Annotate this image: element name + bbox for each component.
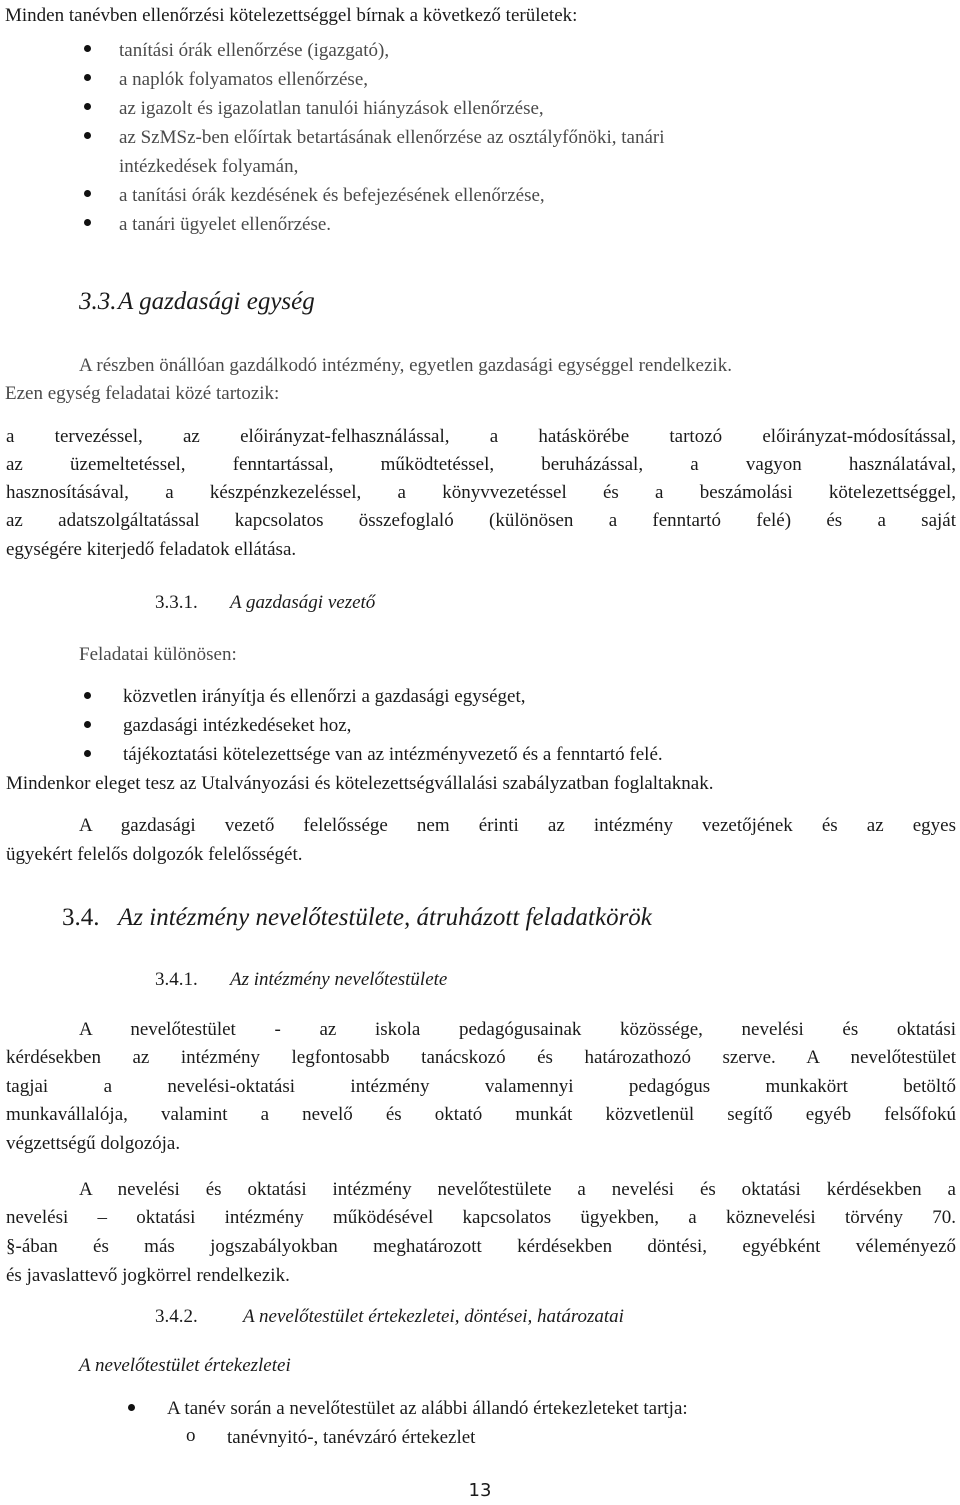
section-3-3-p3-line: a tervezéssel, az előirányzat-felhasználással, a hatáskörébe tartozó előirányzat-módosítással,	[6, 426, 956, 447]
section-3-3-1-resp-last: ügyekért felelős dolgozók felelősségét.	[6, 844, 303, 865]
bullet-icon	[84, 750, 91, 757]
section-3-3-p2: Ezen egység feladatai közé tartozik:	[5, 383, 280, 404]
section-3-4-1-p2-line: nevelési – oktatási intézmény működésével kapcsolatos ügyekben, a köznevelési törvény 70.	[6, 1207, 956, 1228]
section-3-4-1-p2-line: A nevelési és oktatási intézmény nevelőtestülete a nevelési és oktatási kérdésekben a	[79, 1179, 956, 1200]
section-3-3-p3-line: az üzemeltetéssel, fenntartással, működtetéssel, beruházással, a vagyon használatával,	[6, 454, 956, 475]
section-3-4-number: 3.4.	[62, 904, 100, 931]
section-3-3-1-number: 3.3.1.	[155, 592, 198, 613]
section-3-4-1-p1-line: munkavállalója, valamint a nevelő és oktató munkát közvetlenül segítő egyéb felsőfokú	[6, 1104, 956, 1125]
section-3-4-2-title: A nevelőtestület értekezletei, döntései, határozatai	[243, 1306, 624, 1327]
bullet-icon	[84, 103, 91, 110]
bullet-icon	[128, 1404, 135, 1411]
list-item: gazdasági intézkedéseket hoz,	[123, 715, 352, 736]
bullet-icon	[84, 132, 91, 139]
section-3-3-p1: A részben önállóan gazdálkodó intézmény, egyetlen gazdasági egységgel rendelkezik.	[79, 355, 732, 376]
section-3-4-1-title: Az intézmény nevelőtestülete	[230, 969, 448, 990]
section-3-4-1-number: 3.4.1.	[155, 969, 198, 990]
section-3-3-1-after: Mindenkor eleget tesz az Utalványozási és kötelezettségvállalási szabályzatban foglaltaknak.	[6, 773, 714, 794]
list-item: a naplók folyamatos ellenőrzése,	[119, 69, 369, 90]
bullet-icon	[84, 219, 91, 226]
list-item: az SzMSz-ben előírtak betartásának ellenőrzése az osztályfőnöki, tanári	[119, 127, 665, 148]
list-item-continuation: intézkedések folyamán,	[119, 156, 299, 177]
circle-bullet-icon: o	[186, 1425, 196, 1446]
list-item: a tanítási órák kezdésének és befejezésének ellenőrzése,	[119, 185, 545, 206]
section-3-4-1-p2-last: és javaslattevő jogkörrel rendelkezik.	[6, 1265, 290, 1286]
sub-list-item: tanévnyitó-, tanévzáró értekezlet	[227, 1427, 476, 1448]
section-3-3-title: A gazdasági egység	[118, 288, 315, 315]
list-item: A tanév során a nevelőtestület az alábbi állandó értekezleteket tartja:	[167, 1398, 688, 1419]
list-item: tájékoztatási kötelezettsége van az intézményvezető és a fenntartó felé.	[123, 744, 663, 765]
section-3-3-1-lead: Feladatai különösen:	[79, 644, 237, 665]
section-3-4-2-subtitle: A nevelőtestület értekezletei	[79, 1355, 291, 1376]
bullet-icon	[84, 45, 91, 52]
section-3-3-p3-line: hasznosításával, a készpénzkezeléssel, a könyvvezetéssel és a beszámolási kötelezettséggel,	[6, 482, 956, 503]
section-3-4-1-p1-line: tagjai a nevelési-oktatási intézmény valamennyi pedagógus munkakört betöltő	[6, 1076, 956, 1097]
section-3-4-1-p1-line: A nevelőtestület - az iskola pedagógusainak közössége, nevelési és oktatási	[79, 1019, 956, 1040]
list-item: az igazolt és igazolatlan tanulói hiányzások ellenőrzése,	[119, 98, 544, 119]
section-3-4-title: Az intézmény nevelőtestülete, átruházott feladatkörök	[118, 904, 652, 931]
intro-text: Minden tanévben ellenőrzési kötelezettséggel bírnak a következő területek:	[5, 5, 578, 26]
list-item: a tanári ügyelet ellenőrzése.	[119, 214, 332, 235]
list-item: közvetlen irányítja és ellenőrzi a gazdasági egységet,	[123, 686, 526, 707]
section-3-3-p3-last: egységére kiterjedő feladatok ellátása.	[6, 539, 297, 560]
page-number: 13	[468, 1480, 492, 1501]
section-3-4-2-number: 3.4.2.	[155, 1306, 198, 1327]
section-3-3-1-title: A gazdasági vezető	[230, 592, 376, 613]
section-3-3-p3-line: az adatszolgáltatással kapcsolatos összefoglaló (különösen a fenntartó felé) és a saját	[6, 510, 956, 531]
bullet-icon	[84, 692, 91, 699]
bullet-icon	[84, 190, 91, 197]
section-3-3-1-resp-line: A gazdasági vezető felelőssége nem érinti az intézmény vezetőjének és az egyes	[79, 815, 956, 836]
section-3-3-number: 3.3.	[79, 288, 117, 315]
section-3-4-1-p1-line: kérdésekben az intézmény legfontosabb tanácskozó és határozathozó szerve. A nevelőtestület	[6, 1047, 956, 1068]
list-item: tanítási órák ellenőrzése (igazgató),	[119, 40, 390, 61]
section-3-4-1-p2-line: §-ában és más jogszabályokban meghatározott kérdésekben döntési, egyébként véleményező	[6, 1236, 956, 1257]
bullet-icon	[84, 74, 91, 81]
bullet-icon	[84, 721, 91, 728]
section-3-4-1-p1-last: végzettségű dolgozója.	[6, 1133, 181, 1154]
